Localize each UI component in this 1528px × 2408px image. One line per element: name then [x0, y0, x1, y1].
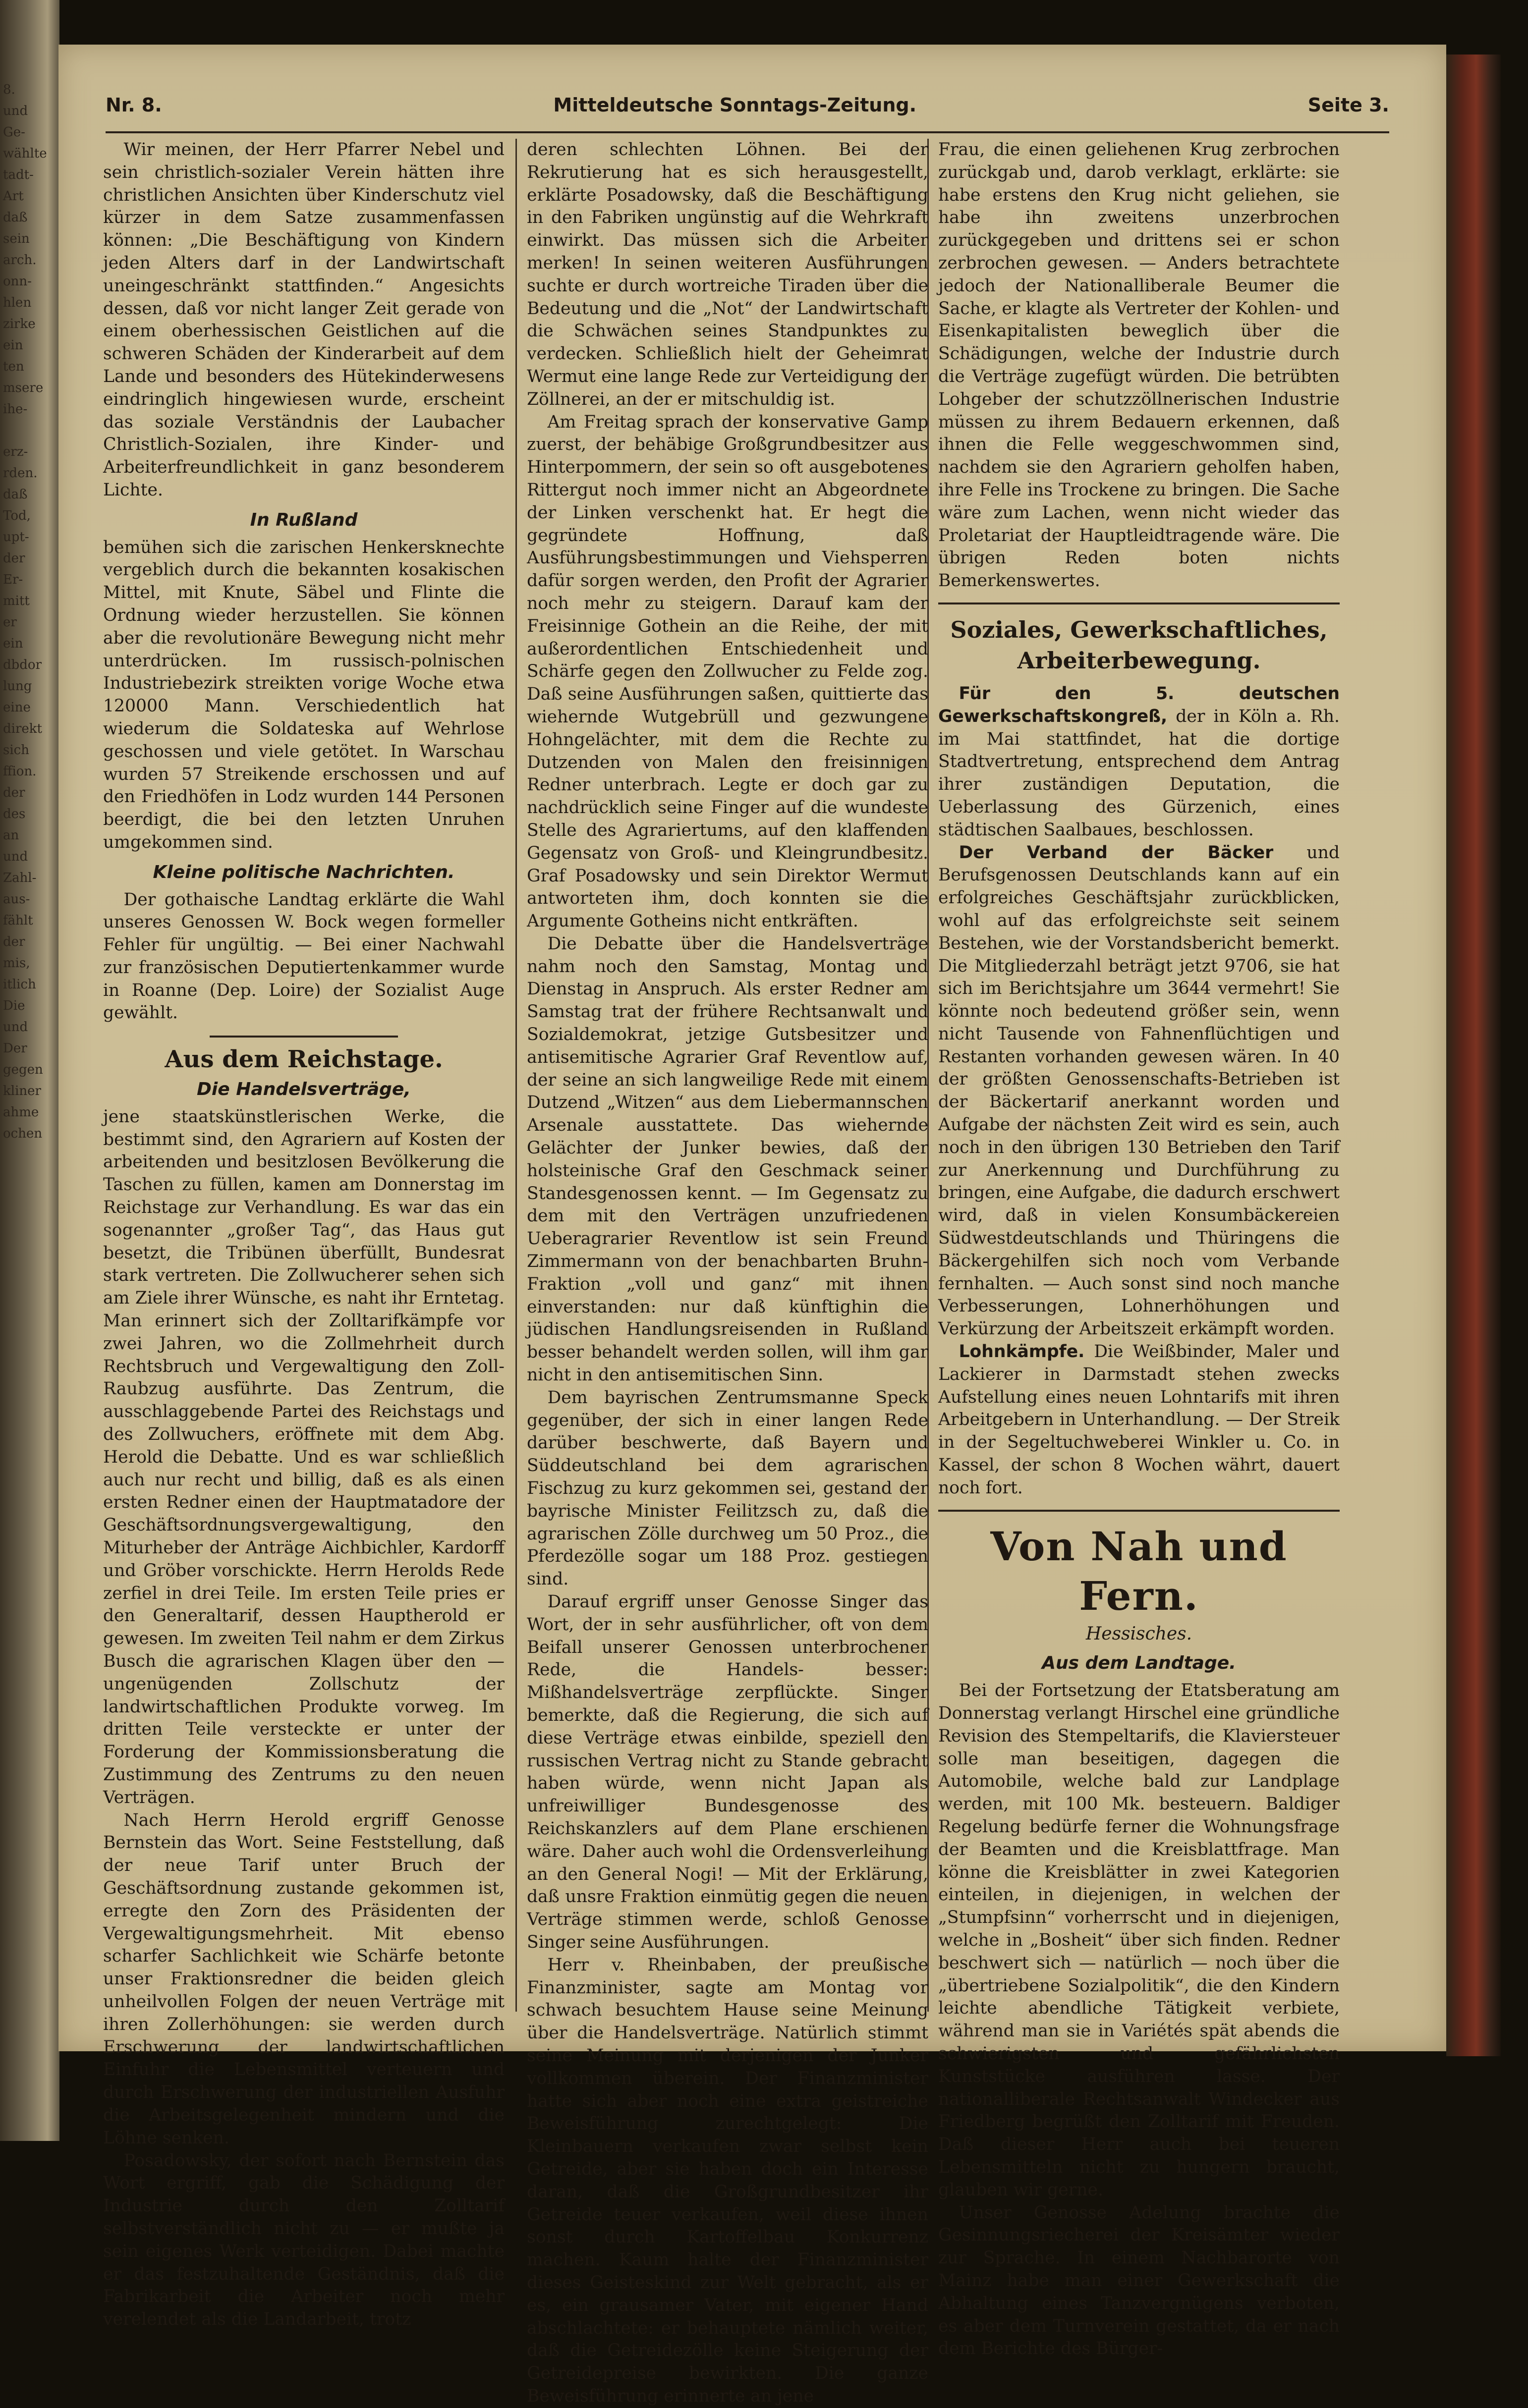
paragraph	[938, 1341, 1340, 1500]
header-rule	[106, 131, 1389, 133]
previous-page-fragment	[0, 79, 58, 2012]
fragment-line: aus-	[3, 892, 30, 907]
book-binding-right	[1446, 55, 1501, 2056]
fragment-line: ten	[3, 359, 24, 374]
fragment-line: msere	[3, 381, 44, 395]
fragment-line: ffion.	[3, 764, 37, 779]
paragraph-text: und Berufsgenossen Deutschlands kann auf ein erfolgreiches Geschäftsjahr zurückblicken, wohl auf das erfolgreichste seit seinem Bestehen, wie der Vorstandsbericht bemerkt. Die Mitgliederzahl beträgt jetzt 9706, sie hat sich im Berichtsjahre um 3644 vermehrt! Sie könnte noch bedeutend größer sein, wenn nicht Tausende von Fahnenflüchtigen und Restanten vorhanden gewesen wären. In 40 der größten Genossenschafts-Betrieben ist der Bäckertarif anerkannt worden und Aufgabe der nächsten Zeit wird es sein, auch noch in den übrigen 130 Betrieben den Tarif zur Anerkennung und Durchführung zu bringen, eine Aufgabe, die dadurch erschwert wird, daß in vielen Konsumbäckereien Südwestdeutschlands und Thüringens die Bäckergehilfen sich noch vom Verbande fernhalten. — Auch sonst sind noch manche Verbesserungen, Lohnerhöhungen und Verkürzung der Arbeitszeit erkämpft worden.	[938, 842, 1340, 1339]
paragraph: Nach Herrn Herold ergriff Genosse Bernstein das Wort. Seine Feststellung, daß der neue Tarif unter Bruch der Geschäftsordnung zustande gekommen ist, erregte den Zorn des Präsidenten der Vergewaltigungsmehrheit. Mit ebenso scharfer Sachlichkeit wie Schärfe betonte unser Fraktionsredner die beiden gleich unheilvollen Folgen der neuen Verträge mit ihren Zollerhöhungen: sie werden durch Erschwerung der landwirtschaftlichen Einfuhr die Lebensmittel verteuern und durch Erschwerung der industriellen Ausfuhr die Arbeitsgelegenheit mindern und die Löhne senken.	[103, 1810, 505, 2148]
fragment-line: Tod,	[3, 508, 31, 523]
fragment-line: itlich	[3, 977, 36, 992]
subheading-hessisches: Hessisches.	[1085, 1623, 1192, 1644]
issue-number: Nr. 8.	[106, 94, 162, 116]
fragment-line: der	[3, 551, 25, 566]
fragment-line: mis,	[3, 956, 30, 971]
newspaper-title: Mitteldeutsche Sonntags-Zeitung.	[553, 94, 917, 116]
column-rule	[515, 139, 517, 2012]
heading-von-nah-und-fern: Von Nah und Fern.	[990, 1523, 1288, 1619]
fragment-line: und	[3, 849, 28, 864]
paragraph	[938, 683, 1340, 842]
column-1	[103, 139, 505, 2330]
fragment-line	[0, 420, 58, 441]
paragraph: Herr v. Rheinbaben, der preußische Finanzminister, sagte am Montag vor schwach besuchtem Hause seine Meinung über die Handelsverträge. Natürlich stimmt seine Meinung mit derjenigen der Junker vollkommen überein. Der Finanzminister hatte sich aber noch eine extra geistreiche Beweisführung zurechtgelegt: Die Kleinbauern verkaufen zwar selbst kein Getreide, aber sie haben doch ein Interesse daran, daß die Großgrundbesitzer ihr Getreide teuer verkaufen, weil diese ihnen sonst durch Kartoffelbau Konkurrenz machen. Kaum halte der Finanzminister dieses Geisteskind zur Welt gebracht, als er es, ein grausamer Vater, mit eigener Hand abschlachtete: er behauptete nämlich weiter, daß die Getreidezölle keine Steigerung der Getreidepreise bewirkten. Die ganze Beweisführung erinnerte an jene	[527, 1955, 928, 2406]
fragment-line: mitt	[3, 594, 30, 608]
fragment-line: Der	[3, 1041, 27, 1056]
fragment-line: Die	[3, 998, 25, 1013]
paragraph: Dem bayrischen Zentrumsmanne Speck gegenüber, der sich in einer langen Rede darüber beschwerte, daß Bayern und Süddeutschland bei dem agrarischen Fischzug zu kurz gekommen sei, gestand der bayrische Minister Feilitzsch zu, daß die agrarischen Zölle durchweg um 50 Proz., die Pferdezölle sogar um 188 Proz. gestiegen sind.	[527, 1387, 928, 1589]
paragraph: Bei der Fortsetzung der Etatsberatung am Donnerstag verlangt Hirschel eine gründliche Revision des Stempeltarifs, die Klaviersteuer solle man beseitigen, dagegen die Automobile, welche bald zur Landplage werden, mit 100 Mk. besteuern. Baldiger Regelung bedürfe ferner die Wohnungsfrage der Beamten und die Kreisblattfrage. Man könne die Kreisblätter in zwei Kategorien einteilen, in diejenigen, in welchen der „Stumpfsinn“ vorherrscht und in diejenigen, welche in „Bosheit“ über sich finden. Redner beschwert sich — natürlich — noch über die „übertriebene Sozialpolitik“, die den Kindern leichte abendliche Tätigkeit verbiete, während man sie in Variétés spät abends die schwierigsten und gefährlichsten Kunststücke ausführen lasse. Der nationalliberale Rechtsanwalt Windecker aus Friedberg begrüßt den Zolltarif mit Freuden. Daß dieser Herr auch bei teueren Lebensmitteln nicht zu hungern braucht, glauben wir gerne.	[938, 1681, 1340, 2200]
column-2	[527, 139, 928, 2406]
paragraph	[938, 842, 1340, 1341]
section-rule	[938, 602, 1340, 604]
fragment-line: und	[3, 104, 28, 118]
fragment-line: rden.	[3, 466, 38, 481]
newspaper-page	[58, 45, 1446, 2406]
fragment-line: daß	[3, 210, 28, 225]
fragment-line: sein	[3, 231, 30, 246]
fragment-line: an	[3, 828, 19, 843]
fragment-line: arch.	[3, 253, 37, 268]
heading-soziales: Soziales, Gewerkschaftliches, Arbeiterbewegung.	[950, 616, 1328, 674]
paragraph: Wir meinen, der Herr Pfarrer Nebel und sein christlich-sozialer Verein hätten ihre christlichen Ansichten über Kinderschutz viel kürzer in dem Satze zusammenfassen können: „Die Beschäftigung von Kindern jeden Alters darf in der Landwirtschaft uneingeschränkt stattfinden.“ Angesichts dessen, daß vor nicht langer Zeit gerade von einem oberhessischen Geistlichen auf die schweren Schäden der Kinderarbeit auf dem Lande und besonders des Hütekinderwesens eindringlich hingewiesen wurde, erscheint das soziale Verständnis der Laubacher Christlich-Sozialen, ihre Kinder- und Arbeiterfreundlichkeit in ganz besonderem Lichte.	[103, 140, 505, 500]
subheading-kleine-nachrichten: Kleine politische Nachrichten.	[153, 862, 455, 882]
fragment-line: sich	[3, 743, 29, 758]
fragment-line: ochen	[3, 1126, 43, 1141]
section-rule	[938, 1510, 1340, 1512]
fragment-line: direkt	[3, 721, 42, 736]
fragment-line: upt-	[3, 530, 29, 545]
fragment-line: der	[3, 785, 25, 800]
fragment-line: ihe-	[3, 402, 28, 417]
paragraph-text: der in Köln a. Rh. im Mai stattfindet, hat die dortige Stadtvertretung, entsprechend dem Antrag ihrer zuständigen Deputation, die Ueberlassung des Gürzenich, eines städtischen Saalbaues, beschlossen.	[938, 706, 1340, 840]
paragraph: Unser Genosse Adelung brachte die Gesinnungsriecherei der Kreisämter wieder zur Sprache. In einem Nachbarorte von Mainz habe man einer Gewerkschaft die Abhaltung eines Tanzvergnügens verboten, es aber dem Turnverein gestattet, da er nach dem Berichte des Bürger-	[938, 2202, 1340, 2359]
lead-in: Für den 5. deutschen Gewerkschaftskongreß,	[938, 683, 1340, 726]
fragment-line: daß	[3, 487, 28, 502]
fragment-line: kliner	[3, 1084, 41, 1098]
paragraph: Posadowsky, der sofort nach Bernstein das Wort ergriff, gab die Schädigung der Industrie durch den Zolltarif selbstverständlich nicht zu — er mußte ja sein eigenes Werk verteidigen. Dabei machte er das festzuhaltende Geständnis, daß die Fabrikarbeit die Arbeiter noch mehr verelendet als die Landarbeit, trotz	[103, 2150, 505, 2330]
fragment-line: wählte	[3, 146, 47, 161]
fragment-line: gegen	[3, 1062, 43, 1077]
fragment-line: Ge-	[3, 125, 25, 140]
paragraph: Der gothaische Landtag erklärte die Wahl unseres Genossen W. Bock wegen formeller Fehler für ungültig. — Bei einer Nachwahl zur französischen Deputiertenkammer wurde in Roanne (Dep. Loire) der Sozialist Auge gewählt.	[103, 889, 505, 1023]
paragraph: bemühen sich die zarischen Henkersknechte vergeblich durch die bekannten kosakischen Mittel, mit Knute, Säbel und Flinte die Ordnung wieder herzustellen. Sie können aber die revolutionäre Bewegung nicht mehr unterdrücken. Im russisch-polnischen Industriebezirk streikten vorige Woche etwa 120000 Mann. Verschiedentlich hat wiederum die Soldateska auf Wehrlose geschossen und viele getötet. In Warschau wurden 57 Streikende erschossen und auf den Friedhöfen in Lodz wurden 144 Personen beerdigt, die bei den letzten Unruhen umgekommen sind.	[103, 537, 505, 852]
fragment-line: dbdor	[3, 657, 42, 672]
fragment-line: zirke	[3, 317, 36, 331]
fragment-line: und	[3, 1020, 28, 1035]
subheading-russland: In Rußland	[250, 509, 358, 530]
lead-in: Der Verband der Bäcker	[959, 842, 1274, 863]
fragment-line: erz-	[3, 444, 28, 459]
fragment-line: lung	[3, 679, 32, 694]
fragment-line: hlen	[3, 295, 32, 310]
page-number: Seite 3.	[1307, 94, 1389, 116]
paragraph: deren schlechten Löhnen. Bei der Rekrutierung hat es sich herausgestellt, erklärte Posadowsky, daß die Beschäftigung in den Fabriken ungünstig auf die Wehrkraft einwirkt. Das müssen sich die Arbeiter merken! In seinen weiteren Ausführungen suchte er durch wortreiche Tiraden über die Bedeutung und die „Not“ der Landwirtschaft die Schwächen seines Standpunktes zu verdecken. Schließlich hielt der Geheimrat Wermut eine lange Rede zur Verteidigung der Zöllnerei, an der er mitschuldig ist.	[527, 140, 928, 409]
fragment-line: onn-	[3, 274, 32, 289]
lead-in: Lohnkämpfe.	[959, 1342, 1085, 1362]
page-header	[106, 94, 1389, 129]
fragment-line: ein	[3, 636, 23, 651]
paragraph: Darauf ergriff unser Genosse Singer das Wort, der in sehr ausführlicher, oft von dem Beifall unserer Genossen unterbrochener Rede, die Handels- besser: Mißhandelsverträge zerpflückte. Singer bemerkte, daß die Regierung, die sich auf diese Verträge etwas einbilde, speziell den russischen Vertrag nicht zu Stande gebracht haben würde, wenn nicht Japan als unfreiwilliger Bundesgenosse des Reichskanzlers auf dem Plane erschienen wäre. Daher auch wohl die Ordensverleihung an den General Nogi! — Mit der Erklärung, daß unsre Fraktion einmütig gegen die neuen Verträge stimmen werde, schloß Genosse Singer seine Ausführungen.	[527, 1592, 928, 1952]
subheading-landtage: Aus dem Landtage.	[1042, 1653, 1236, 1674]
fragment-line: eine	[3, 700, 31, 715]
fragment-line: Zahl-	[3, 871, 37, 885]
fragment-line: Art	[3, 189, 24, 204]
fragment-line: 8.	[3, 82, 15, 97]
fragment-line: Er-	[3, 572, 23, 587]
subheading-handelsvertraege: Die Handelsverträge,	[197, 1079, 411, 1100]
fragment-line: ein	[3, 338, 23, 353]
paragraph: Am Freitag sprach der konservative Gamp zuerst, der behäbige Großgrundbesitzer aus Hinterpommern, der sein so oft ausgebotenes Rittergut noch immer nicht an Abgeordnete der Linken verschenkt hat. Er hegt die gegründete Hoffnung, daß Ausführungsbestimmungen und Viehsperren dafür sorgen werden, den Profit der Agrarier noch mehr zu steigern. Darauf kam der Freisinnige Gothein an die Reihe, der mit außerordentlichen Entschiedenheit und Schärfe gegen den Zollwucher zu Felde zog. Daß seine Ausführungen saßen, quittierte das wiehernde Wutgebrüll und gezwungene Hohngelächter, mit dem die Rechte zu Dutzenden von Malen den freisinnigen Redner unterbrach. Legte er doch gar zu nachdrücklich seine Finger auf die wundeste Stelle des Agrariertums, auf den klaffenden Gegensatz von Groß- und Kleingrundbesitz. Graf Posadowsky und sein Direktor Wermut antworteten ihm, doch konnten sie die Argumente Gotheins nicht entkräften.	[527, 412, 928, 931]
fragment-line: des	[3, 807, 26, 821]
fragment-line: tadt-	[3, 167, 34, 182]
fragment-line: ahme	[3, 1105, 39, 1120]
paragraph-text: Die Weißbinder, Maler und Lackierer in Darmstadt stehen zwecks Aufstellung eines neuen Lohntarifs mit ihren Arbeitgebern in Unterhandlung. — Der Streik in der Segeltuchweberei Winkler u. Co. in Kassel, der schon 8 Wochen währt, dauert noch fort.	[938, 1342, 1340, 1498]
fragment-line: fählt	[3, 913, 33, 928]
paragraph: jene staatskünstlerischen Werke, die bestimmt sind, den Agrariern auf Kosten der arbeitenden und besitzlosen Bevölkerung die Taschen zu füllen, kamen am Donnerstag im Reichstage zur Verhandlung. Es war das ein sogenannter „großer Tag“, das Haus gut besetzt, die Tribünen überfüllt, Bundesrat stark vertreten. Die Zollwucherer sehen sich am Ziele ihrer Wünsche, es naht ihr Erntetag. Man erinnert sich der Zolltarifkämpfe vor zwei Jahren, wo die Zollmehrheit durch Rechtsbruch und Vergewaltigung den Zoll-Raubzug ausführte. Das Zentrum, die ausschlaggebende Partei des Reichstags und des Zollwuchers, eröffnete mit dem Abg. Herold die Debatte. Und es war schließlich auch nur recht und billig, daß es als einen ersten Redner einen der Hauptmatadore der Geschäftsordnungsvergewaltigung, den Miturheber der Anträge Aichbichler, Kardorff und Gröber vorschickte. Herrn Herolds Rede zerfiel in drei Teile. Im ersten Teile pries er den Generaltarif, dessen Hauptherold er gewesen. Im zweiten Teil nahm er dem Zirkus Busch die agrarischen Klagen über den — ungenügenden Zollschutz der landwirtschaftlichen Produkte vorweg. Im dritten Teile versteckte er unter der Forderung der Kommissionsberatung die Zustimmung des Zentrums zu den neuen Verträgen.	[103, 1106, 505, 1807]
section-rule	[210, 1036, 398, 1038]
fragment-line: er	[3, 615, 17, 630]
fragment-line: der	[3, 934, 25, 949]
paragraph: Die Debatte über die Handelsverträge nahm noch den Samstag, Montag und Dienstag in Anspruch. Als erster Redner am Samstag trat der frühere Rechtsanwalt und Sozialdemokrat, jetzige Gutsbesitzer und antisemitische Agrarier Graf Reventlow auf, der seine an sich langweilige Rede mit einem Dutzend „Witzen“ aus dem Liebermannschen Arsenale ausstattete. Das wiehernde Gelächter der Junker bewies, daß der holsteinische Graf den Geschmack seiner Standesgenossen kennt. — Im Gegensatz zu dem mit den Verträgen unzufriedenen Ueberagrarier Reventlow ist sein Freund Zimmermann von der benachbarten Bruhn-Fraktion „voll und ganz“ mit ihnen einverstanden: nur daß künftighin die jüdischen Handlungsreisenden in Rußland besser behandelt werden sollen, will ihm gar nicht in den antisemitischen Sinn.	[527, 933, 928, 1385]
column-3	[938, 139, 1340, 2359]
paragraph: Frau, die einen geliehenen Krug zerbrochen zurückgab und, darob verklagt, erklärte: sie habe erstens den Krug nicht geliehen, sie habe ihn zweitens unzerbrochen zurückgegeben und drittens sei er schon zerbrochen gewesen. — Anders betrachtete jedoch der Nationalliberale Beumer die Sache, er klagte als Vertreter der Kohlen- und Eisenkapitalisten beweglich über die Schädigungen, welche der Industrie durch die Verträge zugefügt würden. Die betrübten Lohgeber der schutzzöllnerischen Industrie müssen zu ihrem Bedauern erkennen, daß ihnen die Felle weggeschwommen sind, nachdem sie den Agrariern geholfen haben, ihre Felle ins Trockene zu bringen. Die Sache wäre zum Lachen, wenn nicht wieder das Proletariat der Hauptleidtragende wäre. Die übrigen Reden boten nichts Bemerkenswertes.	[938, 140, 1340, 591]
heading-reichstag: Aus dem Reichstage.	[165, 1045, 443, 1074]
